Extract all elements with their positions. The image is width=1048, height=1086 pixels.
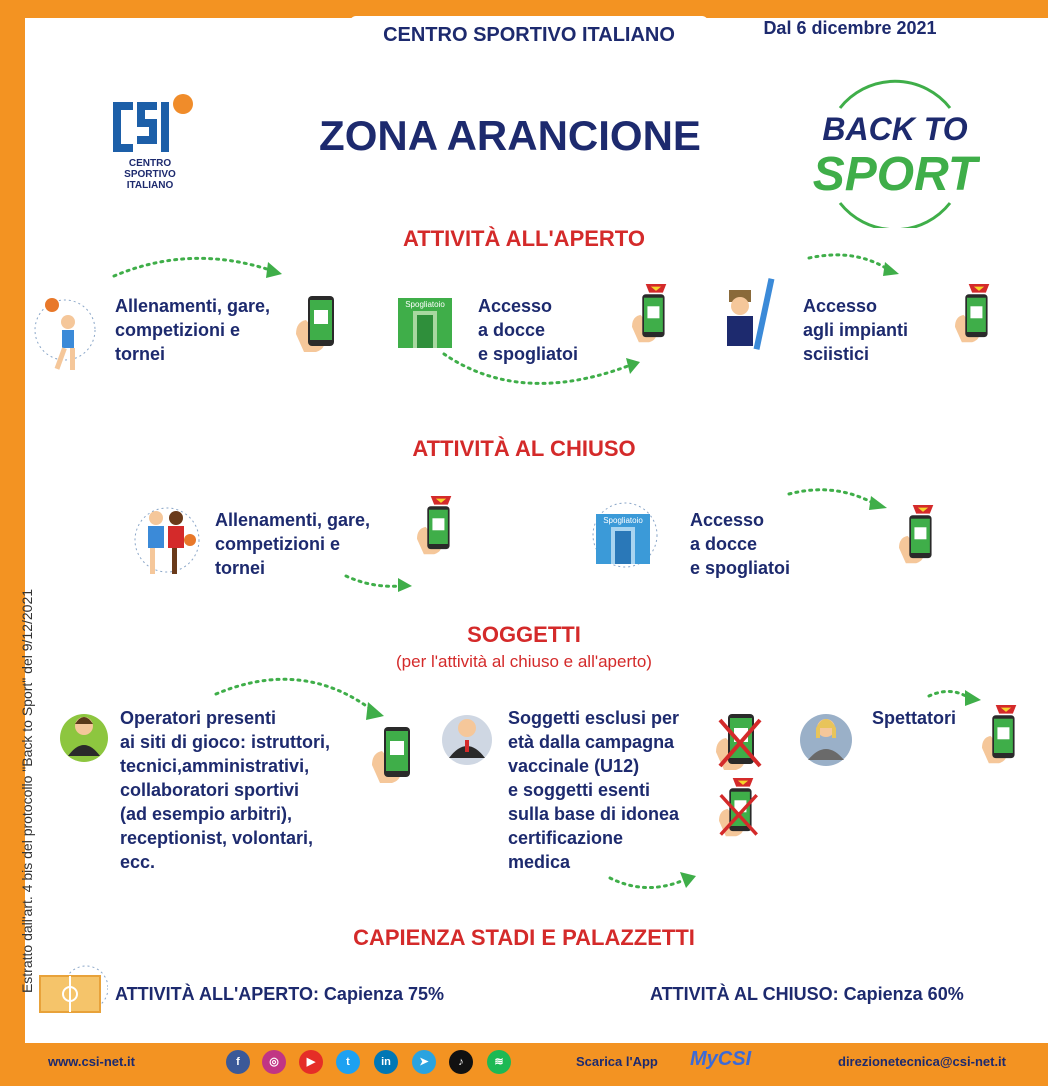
section-soggetti-subtitle: (per l'attività al chiuso e all'aperto)	[396, 652, 652, 671]
super-green-pass-phone-icon	[892, 505, 942, 565]
aperto-item-allenamenti: Allenamenti, gare, competizioni e tornei	[115, 296, 271, 364]
section-aperto-title: ATTIVITÀ ALL'APERTO	[403, 226, 645, 251]
soggetti-item-spettatori: Spettatori	[872, 708, 957, 728]
website-link[interactable]: www.csi-net.it	[48, 1054, 135, 1069]
stadium-court-icon	[36, 962, 108, 1020]
logo-line-1: CENTRO	[128, 158, 172, 169]
bts-line-1: BACK TO	[822, 111, 968, 147]
soggetti-item-esclusi: Soggetti esclusi per età dalla campagna vaccinale (U12) e soggetti esenti sulla base di idonea certificazione medica	[508, 708, 680, 872]
excluded-green-pass-phone-icon	[712, 712, 762, 772]
telegram-icon[interactable]: ➤	[412, 1050, 436, 1074]
operator-avatar-icon	[58, 706, 110, 766]
dotted-arrow-icon	[342, 570, 416, 596]
chiuso-item-docce: Accesso a docce e spogliatoi	[690, 510, 791, 578]
basketball-player-icon	[30, 290, 100, 380]
bts-line-2: SPORT	[812, 148, 978, 201]
linkedin-icon[interactable]: in	[374, 1050, 398, 1074]
super-green-pass-phone-icon	[948, 284, 998, 344]
dotted-arrow-icon	[110, 248, 290, 284]
capacity-aperto: ATTIVITÀ ALL'APERTO: Capienza 75%	[115, 984, 444, 1004]
instagram-icon[interactable]: ◎	[262, 1050, 286, 1074]
csi-logo	[105, 92, 195, 192]
locker-room-icon	[590, 502, 660, 568]
super-green-pass-phone-icon	[975, 705, 1025, 765]
spectator-avatar-icon	[798, 706, 854, 768]
section-capienza-title: CAPIENZA STADI E PALAZZETTI	[353, 925, 695, 950]
spogliatoio-label: Spogliatoio	[405, 300, 445, 309]
section-chiuso-title: ATTIVITÀ AL CHIUSO	[412, 436, 636, 461]
back-to-sport-logo	[810, 78, 980, 228]
app-download-label: Scarica l'App	[576, 1054, 658, 1069]
minor-avatar-icon	[440, 706, 495, 768]
dotted-arrow-icon	[440, 350, 645, 400]
spotify-icon[interactable]: ≋	[487, 1050, 511, 1074]
dotted-arrow-icon	[805, 250, 905, 280]
green-pass-phone-icon	[292, 294, 342, 354]
dotted-arrow-icon	[606, 866, 702, 896]
header-title: CENTRO SPORTIVO ITALIANO	[383, 24, 675, 46]
spogliatoio-label: Spogliatoio	[603, 516, 643, 525]
facebook-icon[interactable]: f	[226, 1050, 250, 1074]
mycsi-app-logo[interactable]: MyCSI	[690, 1048, 752, 1070]
aperto-item-sci: Accesso agli impianti sciistici	[803, 296, 909, 364]
super-green-pass-phone-icon	[410, 496, 460, 556]
logo-line-3: ITALIANO	[126, 180, 174, 191]
basketball-players-icon	[132, 500, 202, 582]
dotted-arrow-icon	[212, 670, 392, 726]
aperto-item-docce: Accesso a docce e spogliatoi	[478, 296, 579, 364]
locker-room-icon	[395, 295, 455, 351]
green-pass-phone-icon	[368, 725, 418, 785]
section-soggetti-title: SOGGETTI	[467, 622, 581, 647]
super-green-pass-phone-icon	[625, 284, 675, 344]
logo-line-2: SPORTIVO	[124, 169, 176, 180]
dotted-arrow-icon	[925, 686, 985, 710]
capacity-chiuso: ATTIVITÀ AL CHIUSO: Capienza 60%	[650, 984, 964, 1004]
dotted-arrow-icon	[785, 482, 893, 514]
chiuso-item-allenamenti: Allenamenti, gare, competizioni e tornei	[215, 510, 371, 578]
page-title: ZONA ARANCIONE	[319, 112, 701, 159]
protocol-note: Estratto dall'art. 4 bis del protocollo "Back to Sport" del 9/12/2021	[19, 588, 35, 994]
twitter-icon[interactable]: t	[336, 1050, 360, 1074]
effective-date: Dal 6 dicembre 2021	[763, 18, 937, 38]
soggetti-item-operatori: Operatori presenti ai siti di gioco: istruttori, tecnici,amministrativi, collaboratori sportivi (ad esempio arbitri), receptionist, volontari, ecc.	[120, 708, 331, 872]
excluded-super-green-pass-phone-icon	[712, 778, 762, 838]
contact-email[interactable]: direzionetecnica@csi-net.it	[838, 1054, 1006, 1069]
skier-icon	[715, 278, 775, 353]
youtube-icon[interactable]: ▶	[299, 1050, 323, 1074]
tiktok-icon[interactable]: ♪	[449, 1050, 473, 1074]
